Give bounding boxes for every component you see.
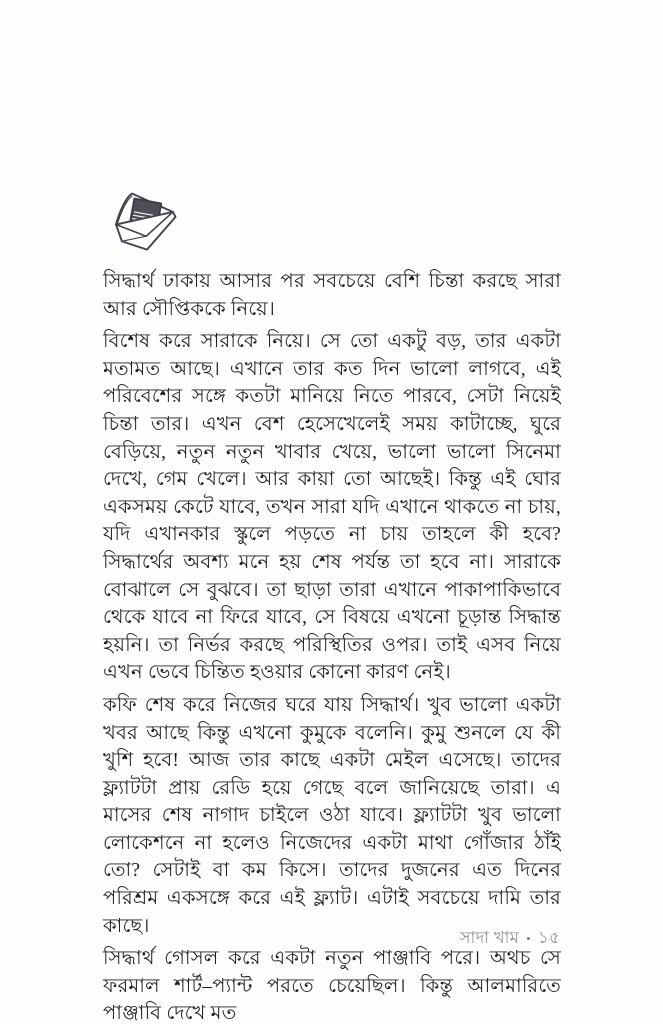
body-text [103,268,561,1024]
paragraph-3: কফি শেষ করে নিজের ঘরে যায় সিদ্ধার্থ। খুব ভালো একটা খবর আছে কিন্তু এখনো কুমুকে বলেনি। কুমু শুনলে যে কী খুশি হবে! আজ তার কাছে একটা মেইল এসেছে। তাদের ফ্ল্যাটটা প্রায় রেডি হয়ে গেছে বলে জানিয়েছে তারা। এ মাসের শেষ নাগাদ চাইলে ওঠা যাবে। ফ্ল্যাটটা খুব ভালো লোকেশনে না হলেও নিজেদের একটা মাথা গোঁজার ঠাঁই তো? সেটাই বা কম কিসে। তাদের দুজনের এত দিনের পরিশ্রম একসঙ্গে করে এই ফ্ল্যাট। এটাই সবচেয়ে দামি তার কাছে। [103,694,561,937]
page-footer [460,925,560,952]
paragraph-2: বিশেষ করে সারাকে নিয়ে। সে তো একটু বড়, তার একটা মতামত আছে। এখানে তার কত দিন ভালো লাগবে, এই পরিবেশের সঙ্গে কতটা মানিয়ে নিতে পারবে, সেটা নিয়েই চিন্তা তার। এখন বেশ হেসেখেলেই সময় কাটাচ্ছে, ঘুরে বেড়িয়ে, নতুন নতুন খাবার খেয়ে, ভালো ভালো সিনেমা দেখে, গেম খেলে। আর কায়া তো আছেই। কিন্তু এই ঘোর একসময় কেটে যাবে, তখন সারা যদি এখানে থাকতে না চায়, যদি এখানকার স্কুলে পড়তে না চায় তাহলে কী হবে? সিদ্ধার্থের অবশ্য মনে হয় শেষ পর্যন্ত তা হবে না। সারাকে বোঝালে সে বুঝবে। তা ছাড়া তারা এখানে পাকাপাকিভাবে থেকে যাবে না ফিরে যাবে, সে বিষয়ে এখনো চূড়ান্ত সিদ্ধান্ত হয়নি। তা নির্ভর করছে পরিস্থিতির ওপর। তাই এসব নিয়ে এখন ভেবে চিন্তিত হওয়ার কোনো কারণ নেই। [103,331,561,684]
paragraph-4: সিদ্ধার্থ গোসল করে একটা নতুন পাঞ্জাবি পরে। অথচ সে ফরমাল শার্ট–প্যান্ট পরতে চেয়েছিল। কিন্তু আলমারিতে পাঞ্জাবি দেখে মত [103,948,561,1024]
envelope-icon [105,186,189,258]
footer-separator-dot: • [526,931,531,946]
page-content [103,186,561,1024]
paragraph-1: সিদ্ধার্থ ঢাকায় আসার পর সবচেয়ে বেশি চিন্তা করছে সারা আর সৌপ্তিককে নিয়ে। [103,271,561,320]
running-title: সাদা খাম [459,928,520,947]
page-number: ১৫ [537,928,560,947]
